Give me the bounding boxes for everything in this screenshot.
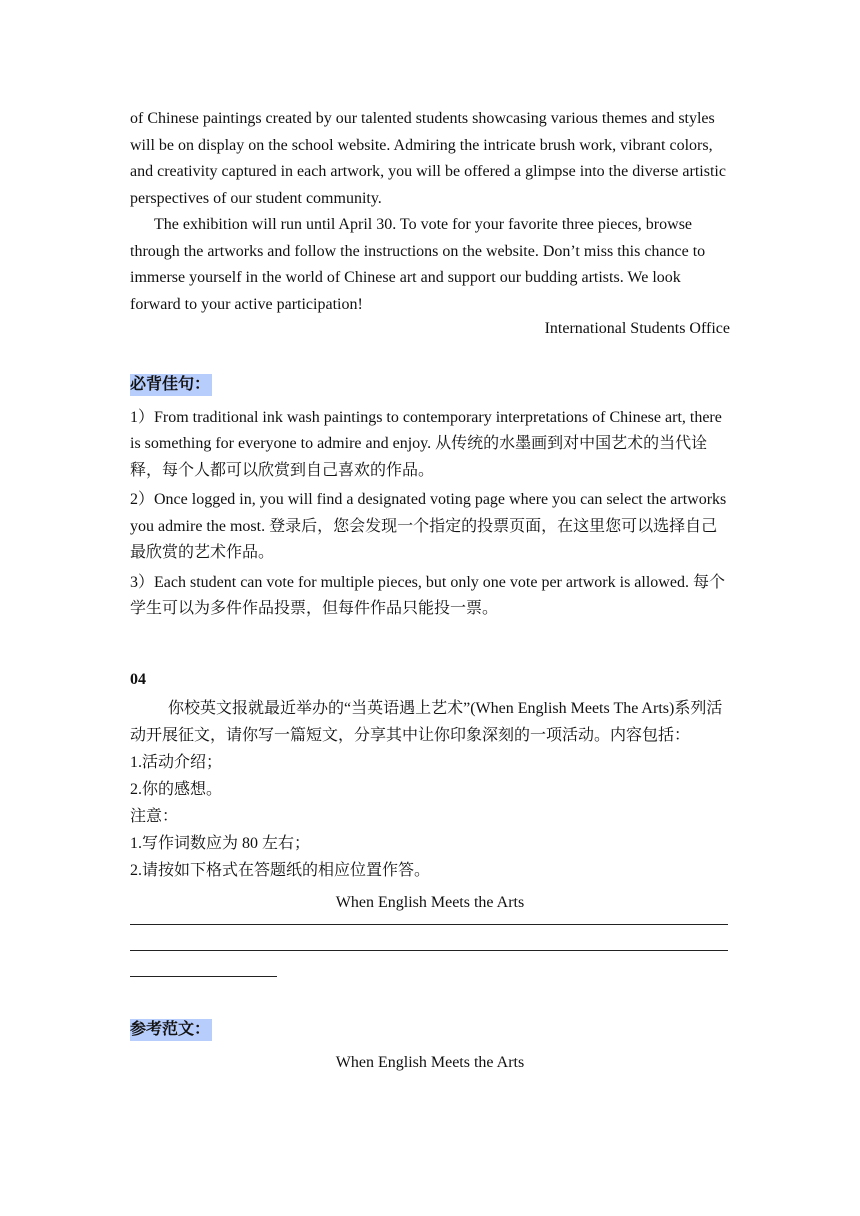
- key-sentence-2: 2）Once logged in, you will find a designated voting page where you can select the artworks you admire the most. 登录后，您会发现一个指定的投票页面，在这里您可以选择自己最欣赏的艺术作品。: [130, 491, 727, 561]
- task-number: 04: [130, 670, 146, 688]
- note-2: 2.请按如下格式在答题纸的相应位置作答。: [130, 862, 431, 879]
- content-point-2: 2.你的感想。: [130, 781, 223, 798]
- task-prompt: 你校英文报就最近举办的“当英语遇上艺术”(When English Meets The Arts)系列活动开展征文，请你写一篇短文，分享其中让你印象深刻的一项活动。内容包括：: [130, 700, 723, 744]
- model-essay-section: [130, 1017, 730, 1044]
- answer-line-1: [130, 924, 728, 925]
- model-essay-title: When English Meets the Arts: [335, 1053, 525, 1071]
- document-page: [130, 106, 730, 1076]
- key-sentence-3: 3）Each student can vote for multiple pieces, but only one vote per artwork is allowed. 每个学生可以为多件作品投票，但每件作品只能投一票。: [130, 573, 725, 617]
- passage-paragraph-2: The exhibition will run until April 30. To vote for your favorite three pieces, browse through the artworks and follow the instructions on the website. Don’t miss this chance to immerse yourself in the world of Chinese art and support our budding artists. We look forward to your active participation!: [130, 216, 706, 313]
- answer-line-3: [130, 976, 277, 977]
- model-essay-heading: 参考范文：: [130, 1019, 212, 1041]
- content-point-1: 1.活动介绍；: [130, 754, 223, 771]
- key-sentence-1: 1）From traditional ink wash paintings to contemporary interpretations of Chinese art, there is something for everyone to admire and enjoy. 从传统的水墨画到对中国艺术的当代诠释，每个人都可以欣赏到自己喜欢的作品。: [130, 408, 722, 479]
- passage-signature: International Students Office: [544, 320, 730, 337]
- passage-paragraph-1: of Chinese paintings created by our talented students showcasing various themes and styles will be on display on the school website. Admiring the intricate brush work, vibrant colors, and creativity captured in each artwork, you will be offered a glimpse into the diverse artistic perspectives of our student community.: [130, 110, 726, 207]
- essay-title: When English Meets the Arts: [335, 894, 525, 911]
- answer-line-2: [130, 950, 728, 951]
- note-label: 注意：: [130, 808, 179, 825]
- key-sentences-section: [130, 372, 730, 399]
- note-1: 1.写作词数应为 80 左右；: [130, 835, 311, 852]
- key-sentences-heading: 必背佳句：: [130, 374, 212, 396]
